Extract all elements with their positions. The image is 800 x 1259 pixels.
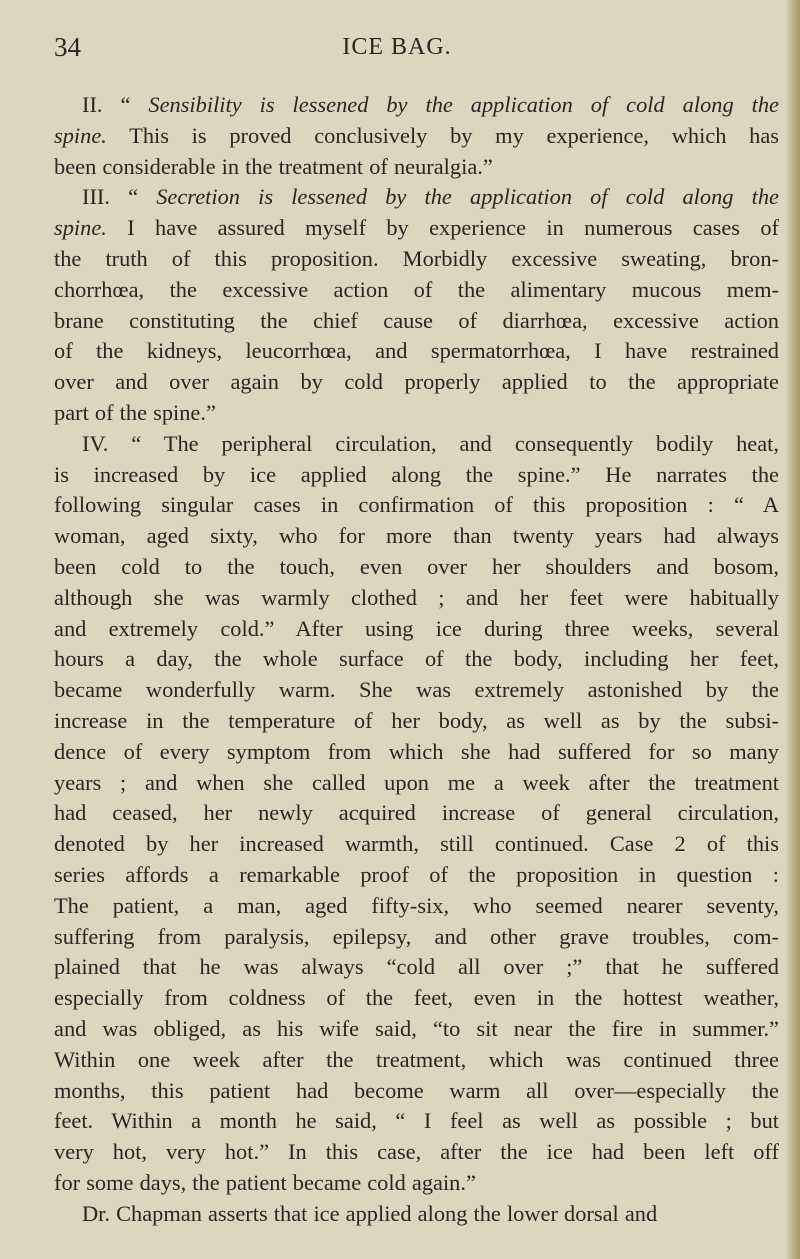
- text-line: been considerable in the treatment of neuralgia.”: [54, 153, 493, 179]
- text-line: The patient, a man, aged fifty-six, who seemed nearer seventy,: [54, 892, 779, 918]
- paragraph: [54, 90, 779, 182]
- text-line: Within one week after the treatment, which was continued three: [54, 1046, 779, 1072]
- page-header: [54, 32, 740, 66]
- text-line: increase in the temperature of her body, as well as by the subsi-: [54, 707, 779, 733]
- text-line: of the kidneys, leucorrhœa, and spermatorrhœa, I have restrained: [54, 338, 779, 364]
- text-line: although she was warmly clothed ; and her feet were habitually: [54, 584, 779, 610]
- paragraph: [54, 1199, 779, 1230]
- text-line: very hot, very hot.” In this case, after the ice had been left off: [54, 1139, 779, 1165]
- text-line: series affords a remarkable proof of the proposition in question :: [54, 861, 779, 887]
- text-line: woman, aged sixty, who for more than twenty years had always: [54, 523, 779, 549]
- paragraph: [54, 429, 779, 1199]
- text-line: part of the spine.”: [54, 399, 216, 425]
- text-line: feet. Within a month he said, “ I feel as well as possible ; but: [54, 1108, 779, 1134]
- text-line: had ceased, her newly acquired increase of general circulation,: [54, 800, 779, 826]
- text-line: the truth of this proposition. Morbidly excessive sweating, bron-: [54, 245, 779, 271]
- text-line: suffering from paralysis, epilepsy, and other grave troubles, com-: [54, 923, 779, 949]
- text-line: spine. I have assured myself by experience in numerous cases of: [54, 215, 779, 241]
- text-line: IV. “ The peripheral circulation, and consequently bodily heat,: [82, 430, 779, 456]
- text-line: chorrhœa, the excessive action of the alimentary mucous mem-: [54, 276, 779, 302]
- text-line: became wonderfully warm. She was extremely astonished by the: [54, 677, 779, 703]
- text-line: for some days, the patient became cold again.”: [54, 1169, 476, 1195]
- text-line: been cold to the touch, even over her shoulders and bosom,: [54, 553, 779, 579]
- text-line: especially from coldness of the feet, even in the hottest weather,: [54, 985, 779, 1011]
- text-line: and was obliged, as his wife said, “to sit near the fire in summer.”: [54, 1015, 779, 1041]
- body-text: [54, 90, 779, 1229]
- text-line: is increased by ice applied along the spine.” He narrates the: [54, 461, 779, 487]
- text-line: denoted by her increased warmth, still continued. Case 2 of this: [54, 831, 779, 857]
- text-line: over and over again by cold properly applied to the appropriate: [54, 369, 779, 395]
- text-line: brane constituting the chief cause of diarrhœa, excessive action: [54, 307, 779, 333]
- text-line: dence of every symptom from which she had suffered for so many: [54, 738, 779, 764]
- text-line: III. “ Secretion is lessened by the application of cold along the: [82, 184, 779, 210]
- text-line: following singular cases in confirmation of this proposition : “ A: [54, 492, 779, 518]
- running-head: ICE BAG.: [342, 34, 452, 60]
- paragraph: [54, 182, 779, 428]
- page-number: 34: [54, 32, 81, 62]
- page-edge: [786, 0, 800, 1259]
- text-line: and extremely cold.” After using ice during three weeks, several: [54, 615, 779, 641]
- text-line: hours a day, the whole surface of the body, including her feet,: [54, 646, 779, 672]
- text-line: months, this patient had become warm all over—especially the: [54, 1077, 779, 1103]
- text-line: II. “ Sensibility is lessened by the application of cold along the: [82, 92, 779, 117]
- text-line: years ; and when she called upon me a week after the treatment: [54, 769, 779, 795]
- text-line: Dr. Chapman asserts that ice applied along the lower dorsal and: [82, 1200, 658, 1226]
- text-line: spine. This is proved conclusively by my experience, which has: [54, 122, 779, 148]
- text-line: plained that he was always “cold all over ;” that he suffered: [54, 954, 779, 980]
